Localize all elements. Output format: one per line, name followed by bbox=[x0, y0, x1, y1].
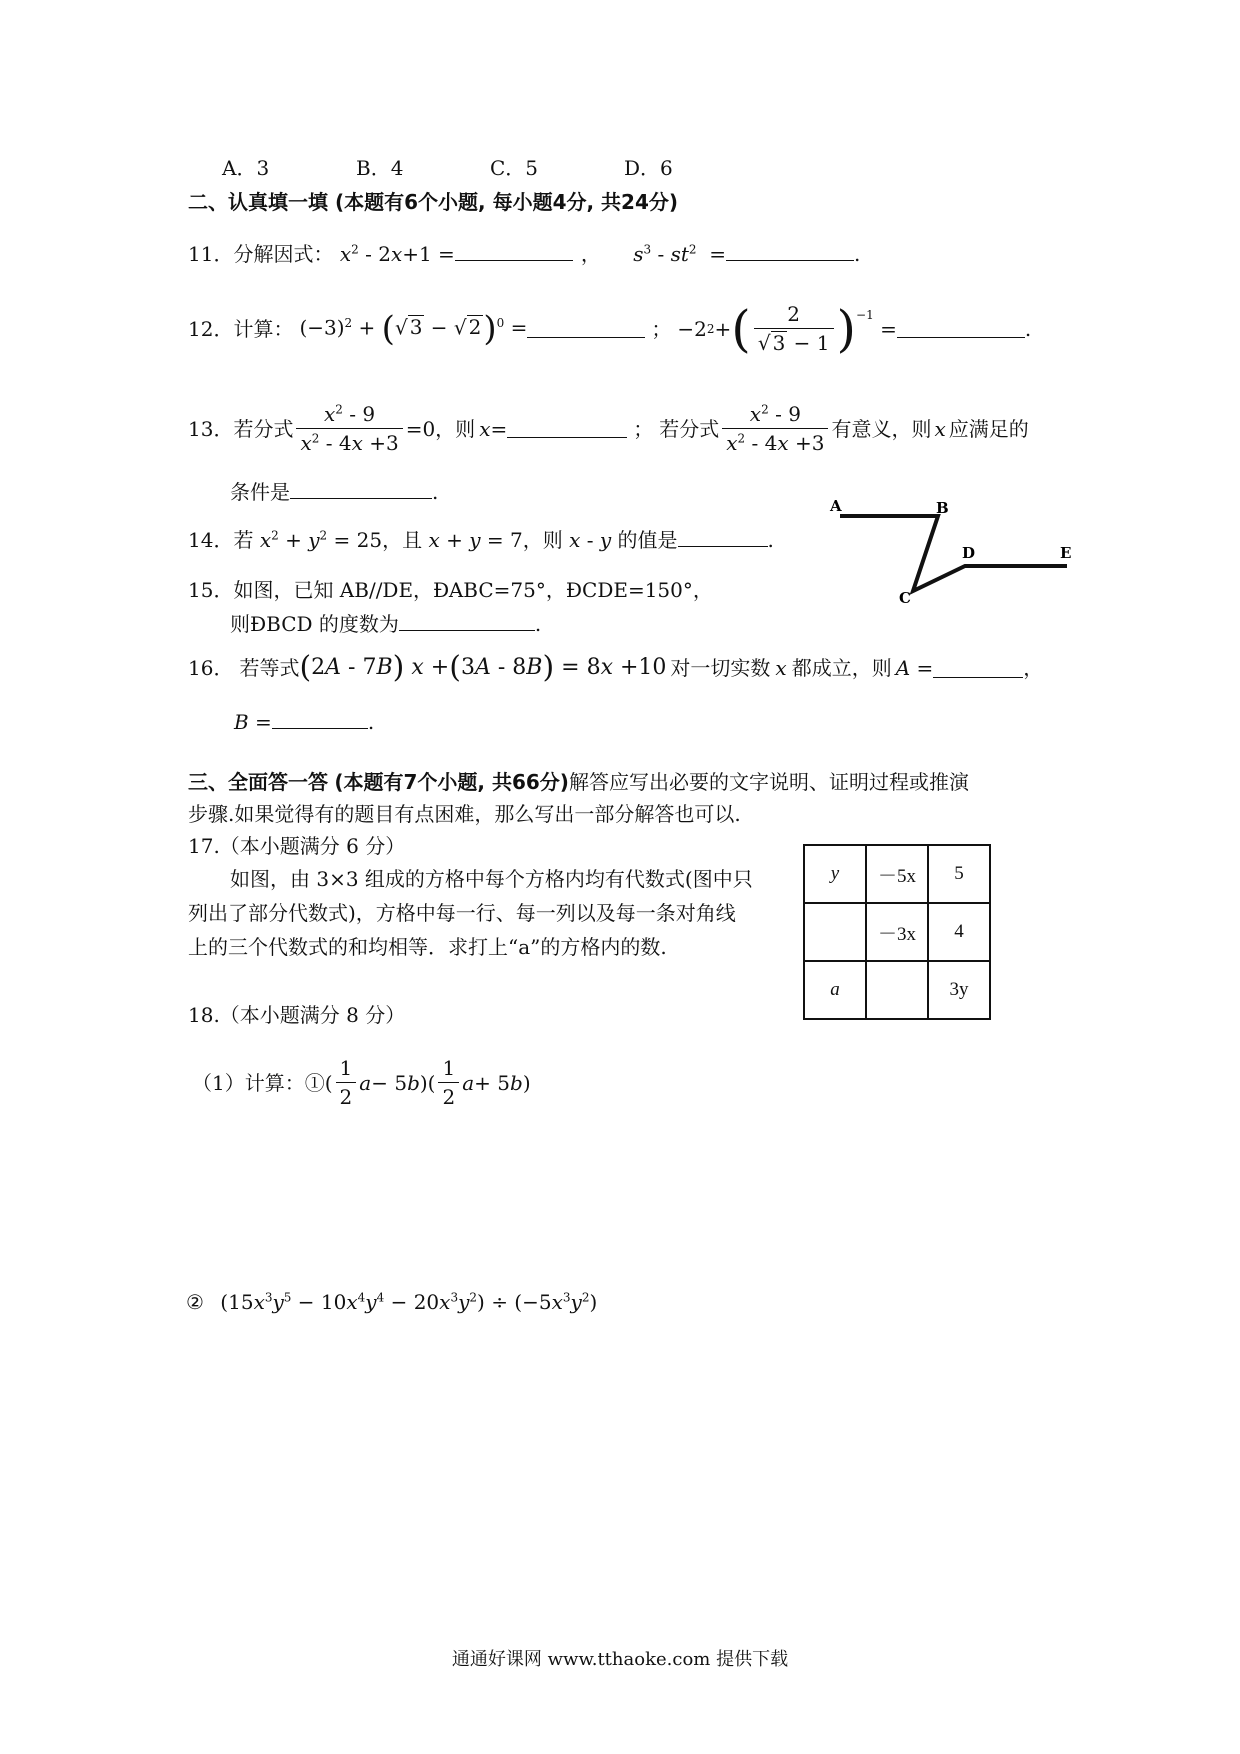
q12-blank-2[interactable] bbox=[897, 319, 1025, 338]
question-15-line-2 bbox=[230, 612, 541, 636]
page-footer: 通通好课网 www.tthaoke.com 提供下载 bbox=[451, 1649, 789, 1670]
grid-cell bbox=[804, 903, 866, 961]
section-2-header bbox=[188, 190, 678, 214]
grid-cell bbox=[866, 961, 928, 1019]
q16-var: x bbox=[775, 656, 787, 680]
q13-line2: 条件是 bbox=[230, 480, 290, 504]
question-12 bbox=[188, 299, 1032, 358]
q13-var: x bbox=[479, 416, 491, 441]
figure-label-c: C bbox=[899, 589, 911, 607]
question-18-header bbox=[188, 1003, 405, 1027]
q11-blank-2[interactable] bbox=[726, 242, 854, 261]
q16-text: 对一切实数 bbox=[670, 656, 771, 680]
q14-mid2: ，则 bbox=[522, 528, 563, 552]
q18-header: 18.（本小题满分 8 分） bbox=[188, 1003, 406, 1027]
q11-end: . bbox=[854, 242, 861, 266]
question-18-part-2 bbox=[186, 1290, 597, 1314]
q12-fraction: $\frac{2}{√ 3 - 1}$ bbox=[754, 302, 834, 355]
q12-label: 计算： bbox=[233, 316, 294, 341]
q14-mid: ，且 bbox=[382, 528, 423, 552]
section-3-line2: 步骤.如果觉得有的题目有点困难，那么写出一部分解答也可以. bbox=[188, 802, 741, 826]
q15-end: . bbox=[534, 612, 542, 636]
question-17-body bbox=[188, 862, 788, 964]
q16-end: . bbox=[367, 710, 375, 734]
q18-part1-expr: ( $\frac{1}{2}$ a − 5 b )( $\frac{1}{2}$ a + 5 b ) bbox=[324, 1056, 531, 1109]
q18-part1-label: （1）计算：① bbox=[192, 1070, 325, 1095]
q14-expr3: x - y bbox=[569, 528, 612, 552]
section-3-rest: 解答应写出必要的文字说明、证明过程或推演 bbox=[568, 770, 969, 794]
section-3-note: (本题有7个小题, 共66分) bbox=[334, 770, 569, 794]
q14-end: . bbox=[767, 528, 774, 552]
q11-expr1: $x^2 - 2x+1$ = bbox=[339, 242, 455, 266]
q13-blank-1[interactable] bbox=[507, 419, 627, 438]
grid-cell: －5x bbox=[866, 845, 928, 903]
grid-cell: a bbox=[804, 961, 866, 1019]
q12-end: . bbox=[1024, 316, 1032, 341]
q17-line-1: 如图，由 3×3 组成的方格中每个方格内均有代数式(图中只 bbox=[230, 867, 753, 891]
q16-expr: (2A - 7B) x +(3A - 8B) = 8x +10 bbox=[299, 650, 667, 685]
q17-header: 17.（本小题满分 6 分） bbox=[188, 834, 406, 858]
option-d: D．6 bbox=[624, 156, 673, 180]
q14-blank[interactable] bbox=[678, 528, 768, 547]
option-b: B．4 bbox=[356, 156, 404, 180]
q18-part2-label: ② bbox=[186, 1290, 204, 1314]
question-14 bbox=[188, 528, 774, 552]
question-13 bbox=[188, 402, 1029, 455]
q16-b-label: B = bbox=[234, 710, 272, 734]
option-a: A．3 bbox=[222, 156, 270, 180]
grid-cell: 4 bbox=[928, 903, 990, 961]
grid-cell: －3x bbox=[866, 903, 928, 961]
q16-text-2: 都成立，则 bbox=[791, 656, 892, 680]
question-15 bbox=[188, 578, 713, 602]
q16-prefix: 若等式 bbox=[239, 656, 300, 680]
q13-label-2: 若分式 bbox=[659, 416, 720, 441]
q13-blank-2[interactable] bbox=[290, 480, 432, 499]
q11-label: 分解因式： bbox=[233, 242, 334, 266]
q13-var-2: x bbox=[934, 416, 946, 441]
q12-sep: ； bbox=[651, 316, 672, 341]
q15-number: 15． bbox=[188, 578, 234, 602]
question-16 bbox=[188, 650, 1044, 685]
q14-expr1: $x^2 + y^2 = 25$ bbox=[259, 528, 383, 552]
q13-eq: = bbox=[490, 416, 508, 441]
q13-text-1: =0，则 bbox=[405, 416, 476, 441]
q13-end: . bbox=[432, 480, 439, 504]
question-17-header bbox=[188, 834, 405, 858]
q12-blank-1[interactable] bbox=[527, 319, 645, 338]
q11-number: 11． bbox=[188, 242, 234, 266]
q11-blank-1[interactable] bbox=[455, 242, 573, 261]
question-18-part-1 bbox=[192, 1056, 531, 1109]
section-2-note: (本题有6个小题, 每小题4分, 共24分) bbox=[334, 190, 679, 214]
grid-cell: y bbox=[804, 845, 866, 903]
q11-expr2: $s^3 - st^2$ = bbox=[633, 242, 727, 266]
q15-blank[interactable] bbox=[399, 612, 535, 631]
q13-label-1: 若分式 bbox=[233, 416, 294, 441]
q12-number: 12． bbox=[188, 316, 234, 341]
grid-row bbox=[804, 961, 990, 1019]
section-3-header bbox=[188, 770, 969, 794]
q18-part2-expr: $(15x^3y^5 - 10x^4y^4 - 20x^3y^2) \div (-5x^3y^2)$ bbox=[220, 1290, 598, 1314]
figure-label-a: A bbox=[830, 497, 842, 515]
section-3-title: 三、全面答一答 bbox=[188, 770, 328, 794]
q16-blank-a[interactable] bbox=[933, 659, 1023, 678]
figure-polyline bbox=[840, 516, 1067, 591]
q14-number: 14． bbox=[188, 528, 234, 552]
q17-line-3: 上的三个代数式的和均相等．求打上“a”的方格内的数. bbox=[188, 935, 667, 959]
options-line bbox=[222, 156, 673, 180]
parallel-lines-figure bbox=[820, 495, 1080, 615]
grid-row bbox=[804, 845, 990, 903]
grid-row bbox=[804, 903, 990, 961]
q15-line1: 如图，已知 AB//DE，ÐABC=75°，ÐCDE=150°， bbox=[233, 578, 713, 602]
section-2-title: 二、认真填一填 bbox=[188, 190, 328, 214]
question-11 bbox=[188, 242, 860, 266]
figure-label-e: E bbox=[1060, 544, 1072, 562]
grid-cell: 3y bbox=[928, 961, 990, 1019]
q15-line2: 则ÐBCD 的度数为 bbox=[230, 612, 399, 636]
q12-expr1: $(-3)^2$ + (√ 3 − √ 2)$^0$ = bbox=[299, 308, 528, 349]
q13-text-3: 应满足的 bbox=[948, 416, 1029, 441]
figure-label-d: D bbox=[962, 544, 976, 562]
q13-fraction-1: $\frac{x^2 - 9}{x^2 - 4x +3}$ bbox=[296, 402, 402, 455]
q13-fraction-2: $\frac{x^2 - 9}{x^2 - 4x +3}$ bbox=[722, 402, 828, 455]
figure-label-b: B bbox=[936, 499, 949, 517]
q17-line-2: 列出了部分代数式)，方格中每一行、每一列以及每一条对角线 bbox=[188, 901, 736, 925]
grid-cell: 5 bbox=[928, 845, 990, 903]
q12-expr2: −2 2 + ( $\frac{2}{√ 3 - 1}$ ) $^{-1}$ = bbox=[677, 299, 897, 358]
q14-prefix: 若 bbox=[233, 528, 254, 552]
q14-suffix: 的值是 bbox=[617, 528, 678, 552]
question-16-line-2 bbox=[234, 710, 374, 734]
q16-blank-b[interactable] bbox=[272, 710, 368, 729]
option-c: C．5 bbox=[490, 156, 539, 180]
question-13-line-2 bbox=[230, 480, 438, 504]
q13-number: 13． bbox=[188, 416, 234, 441]
section-3-line-2 bbox=[188, 802, 741, 826]
q13-text-2: 有意义，则 bbox=[831, 416, 932, 441]
q14-expr2: x + y = 7 bbox=[428, 528, 523, 552]
q11-sep: ， bbox=[580, 242, 601, 266]
q16-a-label: A = bbox=[895, 656, 934, 680]
q16-sep: ， bbox=[1023, 656, 1044, 680]
magic-square-grid bbox=[803, 844, 991, 1020]
q13-sep: ； bbox=[633, 416, 654, 441]
q16-number: 16． bbox=[188, 656, 234, 680]
